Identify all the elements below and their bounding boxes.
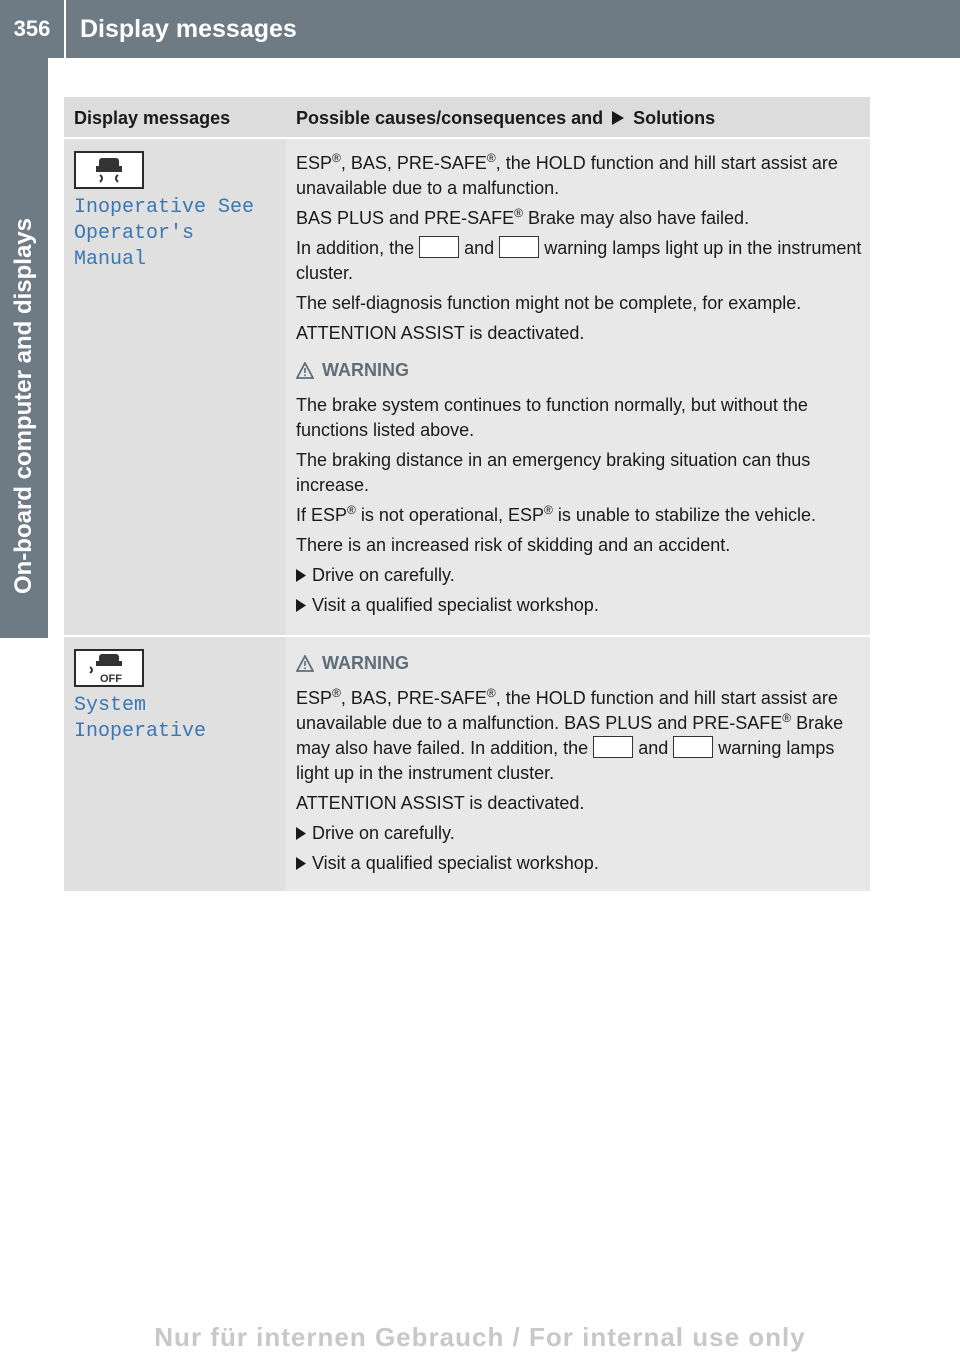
col-display-messages: Display messages <box>74 108 231 128</box>
warning-heading: WARNING <box>296 358 862 383</box>
header-divider <box>64 0 66 58</box>
arrow-icon <box>296 599 306 612</box>
warning-triangle-icon <box>296 655 314 672</box>
esp-lamp-icon <box>419 236 459 258</box>
arrow-icon <box>296 857 306 870</box>
display-cell <box>64 637 286 891</box>
table-header <box>64 97 870 137</box>
arrow-icon <box>296 827 306 840</box>
table-row <box>64 137 870 635</box>
warning-triangle-icon <box>296 362 314 379</box>
esp-lamp-icon <box>593 736 633 758</box>
esp-off-lamp-icon <box>499 236 539 258</box>
display-message: Inoperative See Operator's Manual <box>74 196 255 271</box>
table-row <box>64 635 870 891</box>
display-message: System Inoperative <box>74 694 207 743</box>
esp-off-lamp-icon <box>673 736 713 758</box>
page-title: Display messages <box>80 15 297 43</box>
solution-cell: ESP®, BAS, PRE-SAFE®, the HOLD function and hill start assist are unavailable due to a malfunction. BAS PLUS and PRE-SAFE® Brake may also have failed. In addition, the and warning lamps light up in the instrument cluster. The self-diagnosis function might not be complete, for example. ATTENTION ASSIST is deactivated. WARNING The brake system continues to function normally, but without the functions listed above. The braking distance in an emergency braking situation can thus increase. If ESP® is not operational, ESP® is unable to stabilize the vehicle. There is an increased risk of skidding and an accident. Drive on carefully. Visit a qualified specialist workshop. <box>296 151 862 615</box>
side-tab <box>0 58 48 638</box>
page-number: 356 <box>13 16 51 41</box>
side-tab-label: On-board computer and displays <box>10 217 37 595</box>
watermark: Nur für internen Gebrauch / For internal use only <box>154 1322 806 1352</box>
display-cell <box>64 139 286 635</box>
display-messages-table <box>64 97 870 891</box>
esp-warning-icon <box>74 151 144 189</box>
col-causes-solutions: Possible causes/consequences and Solutions <box>296 108 716 128</box>
esp-off-icon <box>74 649 144 687</box>
arrow-icon <box>296 569 306 582</box>
warning-heading: WARNING <box>296 651 862 676</box>
solution-cell: WARNING ESP®, BAS, PRE-SAFE®, the HOLD function and hill start assist are unavailable due to a malfunction. BAS PLUS and PRE-SAFE® Brake may also have failed. In addition, the and warning lamps light up in the instrument cluster. ATTENTION ASSIST is deactivated. Drive on carefully. Visit a qualified specialist workshop. <box>286 637 870 891</box>
svg-text:OFF: OFF <box>100 673 122 685</box>
arrow-icon <box>612 111 624 125</box>
